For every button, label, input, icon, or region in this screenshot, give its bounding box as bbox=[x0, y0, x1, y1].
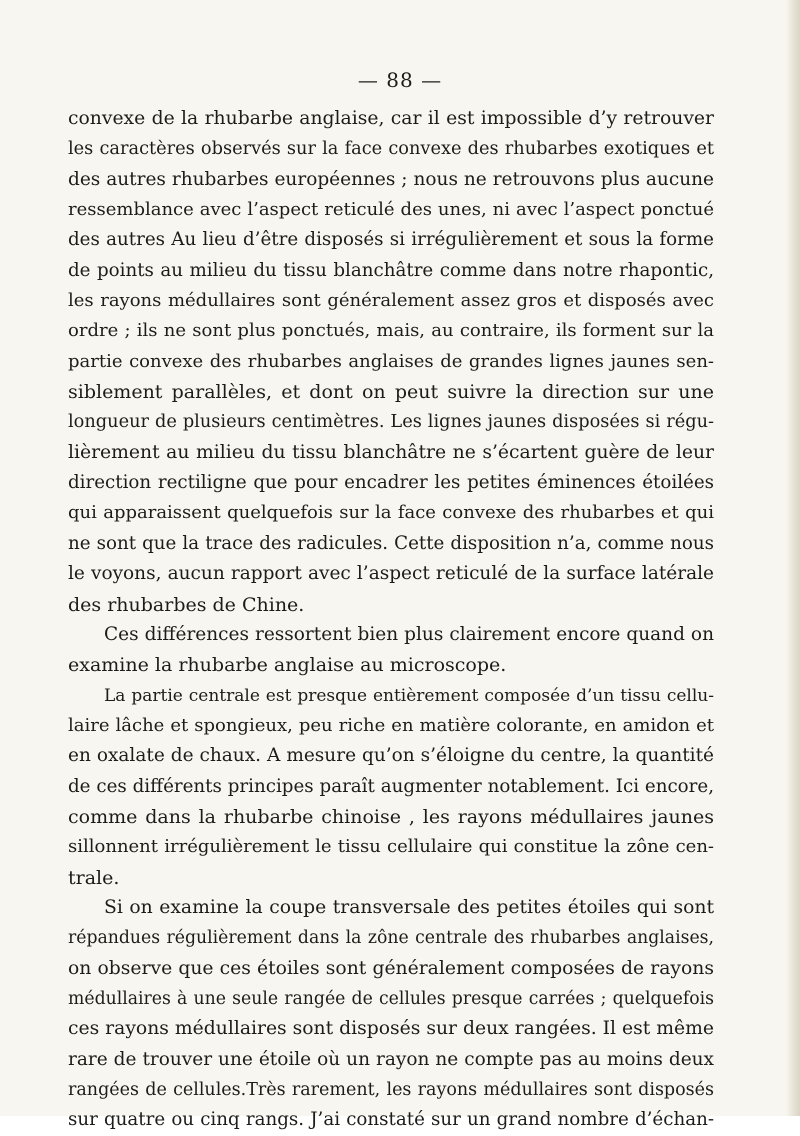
text-line: le voyons, aucun rapport avec l’aspect reticulé de la surface latérale bbox=[68, 563, 714, 585]
text-line: ces rayons médullaires sont disposés sur deux rangées. Il est même bbox=[68, 1018, 714, 1040]
text-line: convexe de la rhubarbe anglaise, car il est impossible d’y retrouver bbox=[68, 108, 714, 129]
text-line: lièrement au milieu du tissu blanchâtre ne s’écartent guère de leur bbox=[68, 441, 714, 463]
text-line: qui apparaissent quelquefois sur la face convexe des rhubarbes et qui bbox=[68, 502, 714, 524]
text-line: La partie centrale est presque entièrement composée d’un tissu cellu- bbox=[104, 685, 714, 706]
text-line: des autres Au lieu d’être disposés si irrégulièrement et sous la forme bbox=[68, 229, 714, 251]
page-edge-shadow bbox=[786, 0, 800, 1116]
text-line: Ces différences ressortent bien plus clairement encore quand on bbox=[104, 623, 714, 645]
text-line: médullaires à une seule rangée de cellules presque carrées ; quelquefois bbox=[68, 988, 714, 1009]
text-line: sillonnent irrégulièrement le tissu cellulaire qui constitue la zône cen- bbox=[68, 836, 714, 858]
text-line: siblement parallèles, et dont on peut suivre la direction sur une bbox=[68, 381, 714, 404]
text-line: de ces différents principes paraît augmenter notablement. Ici encore, bbox=[68, 775, 714, 797]
text-line: les caractères observés sur la face convexe des rhubarbes exotiques et bbox=[68, 139, 714, 160]
text-line: ne sont que la trace des radicules. Cette disposition n’a, comme nous bbox=[68, 532, 714, 554]
text-line: laire lâche et spongieux, peu riche en matière colorante, en amidon et bbox=[68, 714, 714, 736]
text-line: comme dans la rhubarbe chinoise , les rayons médullaires jaunes bbox=[68, 805, 714, 828]
text-line: de points au milieu du tissu blanchâtre comme dans notre rhapontic, bbox=[68, 259, 714, 281]
text-line: partie convexe des rhubarbes anglaises de grandes lignes jaunes sen- bbox=[68, 350, 714, 372]
text-line: des autres rhubarbes européennes ; nous ne retrouvons plus aucune bbox=[68, 168, 714, 190]
text-line: longueur de plusieurs centimètres. Les lignes jaunes disposées si régu- bbox=[68, 412, 714, 433]
text-line: les rayons médullaires sont généralement assez gros et disposés avec bbox=[68, 290, 714, 312]
text-line: rangées de cellules.Très rarement, les rayons médullaires sont disposés bbox=[68, 1080, 714, 1100]
text-line: direction rectiligne que pour encadrer les petites éminences étoilées bbox=[68, 472, 714, 494]
text-line: on observe que ces étoiles sont généralement composées de rayons bbox=[68, 957, 714, 979]
text-line: Si on examine la coupe transversale des petites étoiles qui sont bbox=[104, 896, 714, 918]
text-line: répandues régulièrement dans la zône centrale des rhubarbes anglaises, bbox=[68, 928, 714, 949]
text-line: trale. bbox=[68, 866, 120, 889]
text-line: ordre ; ils ne sont plus ponctués, mais, au contraire, ils forment sur la bbox=[68, 320, 714, 342]
text-line: sur quatre ou cinq rangs. J’ai constaté sur un grand nombre d’échan- bbox=[68, 1109, 714, 1131]
text-line: ressemblance avec l’aspect reticulé des unes, ni avec l’aspect ponctué bbox=[68, 199, 714, 221]
body-text bbox=[68, 104, 714, 1136]
text-line: examine la rhubarbe anglaise au microscope. bbox=[68, 654, 507, 677]
page-number: — 88 — bbox=[357, 68, 443, 92]
text-line: des rhubarbes de Chine. bbox=[68, 593, 305, 616]
text-line: en oxalate de chaux. A mesure qu’on s’éloigne du centre, la quantité bbox=[68, 745, 714, 767]
text-line: rare de trouver une étoile où un rayon ne compte pas au moins deux bbox=[68, 1048, 714, 1070]
